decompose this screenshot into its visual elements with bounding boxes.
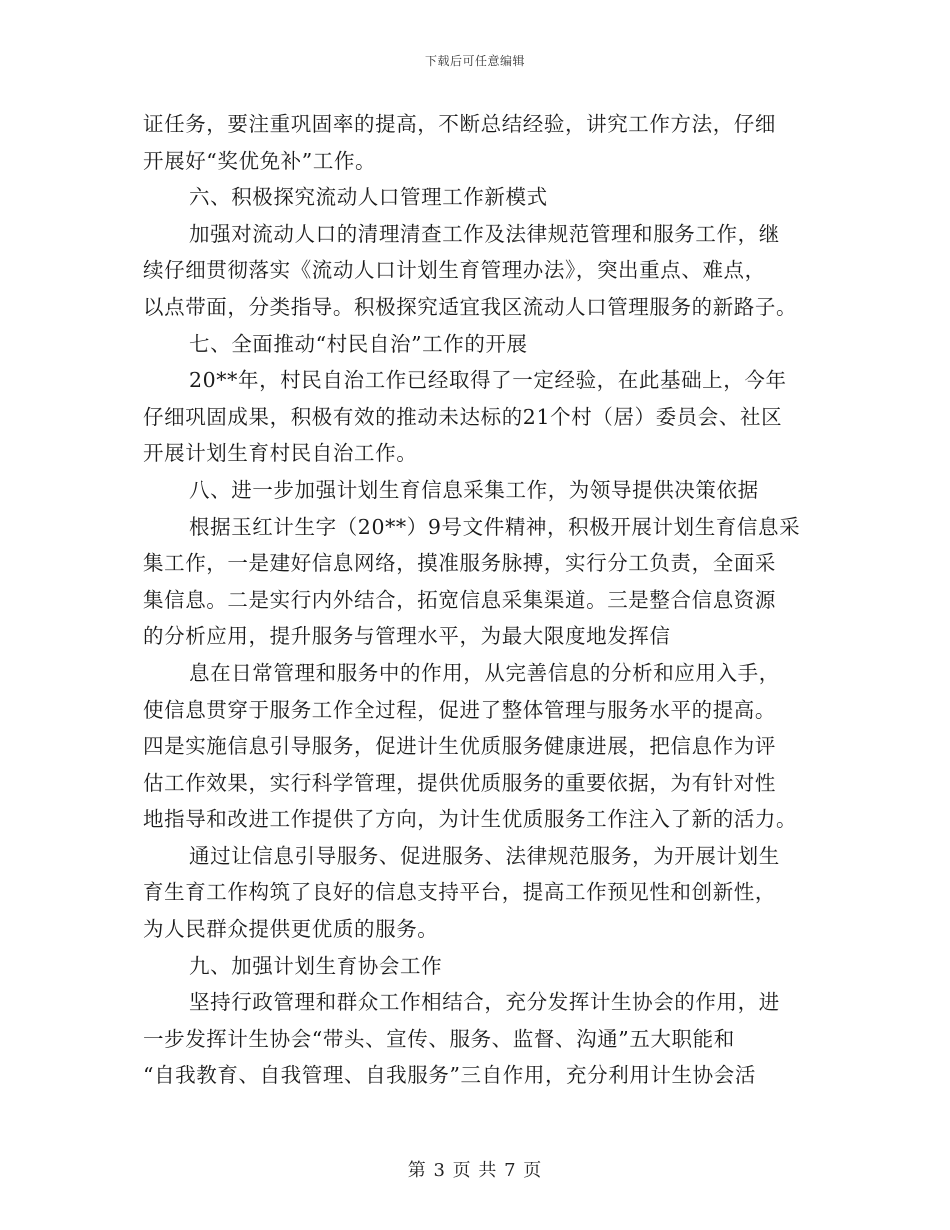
text-line: 使信息贯穿于服务工作全过程，促进了整体管理与服务水平的提高。: [143, 697, 776, 722]
text-line: 为人民群众提供更优质的服务。: [143, 917, 439, 942]
text-line: 息在日常管理和服务中的作用，从完善信息的分析和应用入手，: [189, 660, 780, 685]
text-line: 地指导和改进工作提供了方向，为计生优质服务工作注入了新的活力。: [143, 807, 798, 832]
text-line: 七、全面推动“村民自治”工作的开展: [189, 331, 528, 356]
text-line: 仔细巩固成果，积极有效的推动未达标的21个村（居）委员会、社区: [143, 404, 783, 429]
text-line: 八、进一步加强计划生育信息采集工作，为领导提供决策依据: [189, 477, 759, 502]
text-line: 四是实施信息引导服务，促进计生优质服务健康进展，把信息作为评: [143, 734, 776, 759]
text-line: 以点带面，分类指导。积极探究适宜我区流动人口管理服务的新路子。: [143, 294, 798, 319]
text-line: 证任务，要注重巩固率的提高，不断总结经验，讲究工作方法，仔细: [143, 112, 776, 136]
text-line: “自我教育、自我管理、自我服务”三自作用，充分利用计生协会活: [143, 1063, 756, 1088]
text-line: 集信息。二是实行内外结合，拓宽信息采集渠道。三是整合信息资源: [143, 587, 776, 612]
text-line: 续仔细贯彻落实《流动人口计划生育管理办法》，突出重点、难点，: [143, 258, 766, 283]
text-line: 一步发挥计生协会“带头、宣传、服务、监督、沟通”五大职能和: [143, 1026, 735, 1051]
text-line: 加强对流动人口的清理清查工作及法律规范管理和服务工作，继: [189, 221, 780, 246]
text-line: 坚持行政管理和群众工作相结合，充分发挥计生协会的作用，进: [189, 990, 780, 1015]
page-footer: 第 3 页 共 7 页: [407, 1160, 543, 1181]
text-line: 20**年，村民自治工作已经取得了一定经验，在此基础上，今年: [189, 368, 787, 393]
text-line: 开展好“奖优免补”工作。: [143, 148, 377, 173]
text-line: 集工作，一是建好信息网络，摸准服务脉搏，实行分工负责，全面采: [143, 551, 776, 576]
text-line: 六、积极探究流动人口管理工作新模式: [189, 185, 548, 210]
text-line: 根据玉红计生字（20**）9号文件精神，积极开展计划生育信息采: [189, 514, 801, 539]
text-line: 的分析应用，提升服务与管理水平，为最大限度地发挥信: [143, 624, 671, 649]
page-header: 下载后可任意编辑: [424, 54, 525, 68]
text-line: 育生育工作构筑了良好的信息支持平台，提高工作预见性和创新性，: [143, 880, 776, 905]
document-body: [143, 106, 815, 1094]
text-line: 通过让信息引导服务、促进服务、法律规范服务，为开展计划生: [189, 843, 780, 868]
text-line: 估工作效果，实行科学管理，提供优质服务的重要依据，为有针对性: [143, 770, 776, 795]
text-line: 九、加强计划生育协会工作: [189, 953, 443, 978]
text-line: 开展计划生育村民自治工作。: [143, 441, 418, 466]
